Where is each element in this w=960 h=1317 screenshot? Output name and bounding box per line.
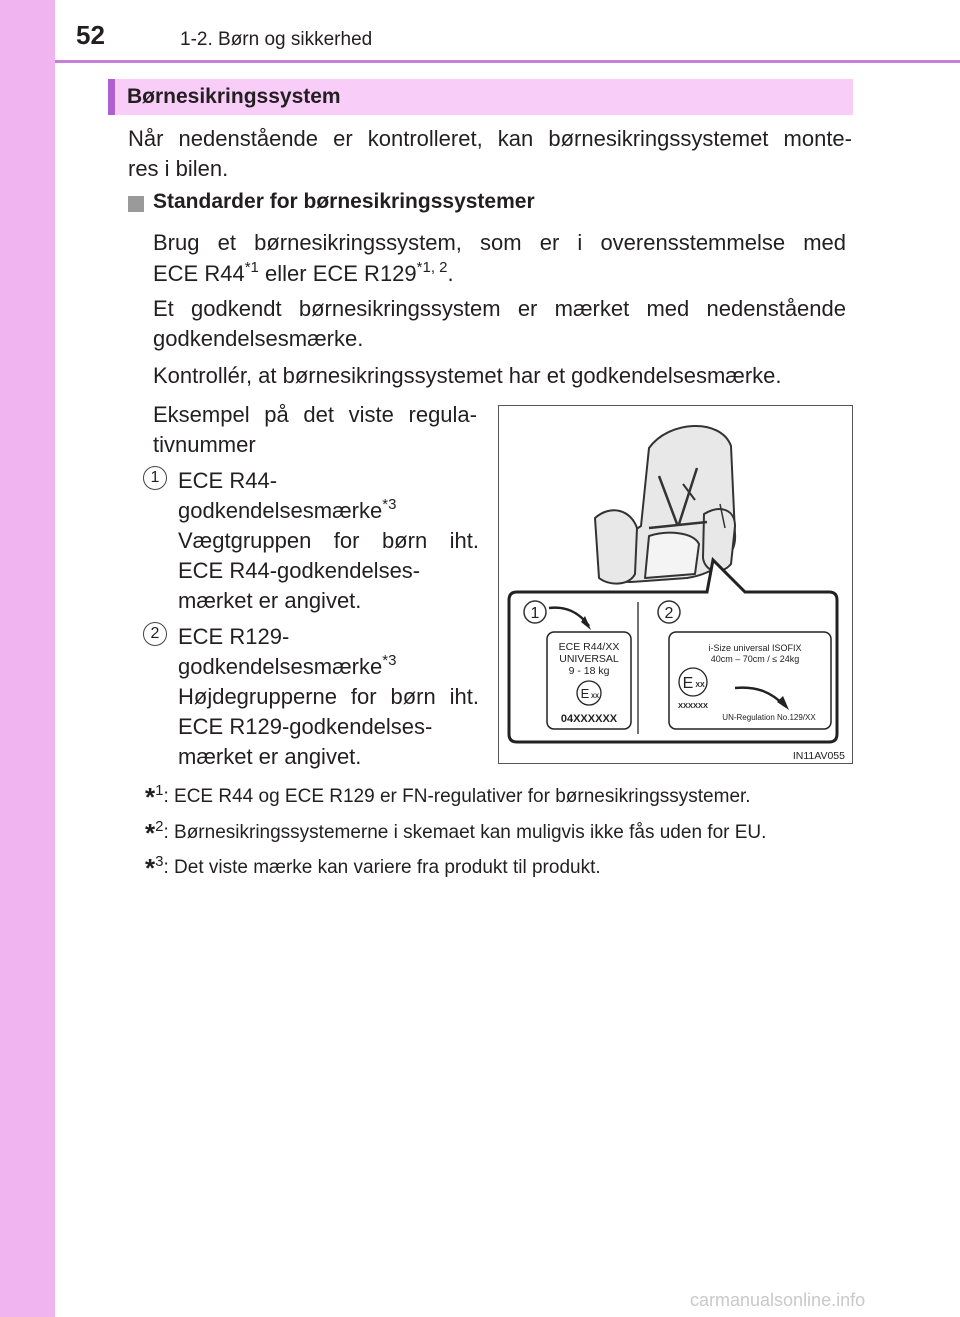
- r44-label-line-2: UNIVERSAL: [559, 653, 619, 665]
- r129-approval-number: XXXXXX: [677, 701, 709, 710]
- section-title: Børnesikringssystem: [127, 85, 341, 108]
- paragraph-1-line-2: ECE R44$^{*1}$ eller ECE R129$^{*1, 2}$.: [153, 259, 454, 286]
- r129-label-line-1: i-Size universal ISOFIX: [708, 643, 802, 653]
- item-2-line-4: ECE R129-godkendelses-: [178, 714, 433, 739]
- footnote-ref-3: *3: [382, 496, 397, 513]
- footnote-ref-1-2: *1, 2: [416, 259, 448, 276]
- example-line-1: Eksempel på det viste regula-: [153, 402, 477, 427]
- number-circle-1-icon: 1: [143, 466, 167, 490]
- page-number: 52: [76, 20, 105, 50]
- r129-emark: E: [682, 675, 694, 692]
- watermark: carmanualsonline.info: [690, 1290, 866, 1310]
- r44-label-line-3: 9 - 18 kg: [568, 665, 610, 677]
- item-1-line-4: ECE R44-godkendelses-: [178, 558, 421, 583]
- paragraph-3: Kontrollér, at børnesikringssystemet har et godkendelsesmærke.: [153, 363, 782, 388]
- paragraph-2-line-2: godkendelsesmærke.: [153, 326, 364, 351]
- r44-emark-country: XX: [590, 694, 600, 700]
- item-1-line-2: godkendelsesmærke$^{*3}$: [178, 496, 397, 523]
- figure-illustration: [499, 406, 854, 765]
- paragraph-2-line-1: Et godkendt børnesikringssystem er mærket med nedenstående: [153, 296, 846, 321]
- number-circle-2-icon: 2: [143, 622, 167, 646]
- r129-regulation: UN-Regulation No.129/XX: [722, 713, 816, 722]
- section-header: [108, 79, 853, 115]
- subsection-title: Standarder for børnesikringssystemer: [153, 190, 535, 213]
- label-1: 1: [530, 605, 540, 622]
- item-2-line-2: godkendelsesmærke$^{*3}$: [178, 652, 397, 679]
- item-2-line-3: Højdegrupperne for børn iht.: [178, 684, 479, 709]
- footnote-2: *$^2$: Børnesikringssystemerne i skemaet kan muligvis ikke fås uden for EU.: [145, 818, 767, 848]
- footnote-3: *$^3$: Det viste mærke kan variere fra produkt til produkt.: [145, 853, 601, 883]
- label-2: 2: [664, 605, 674, 622]
- approval-mark-figure: [498, 405, 853, 764]
- item-2-line-5: mærket er angivet.: [178, 744, 362, 769]
- figure-code: IN11AV055: [792, 750, 845, 762]
- item-1-line-3: Vægtgruppen for børn iht.: [178, 528, 479, 553]
- header-rule: [55, 60, 960, 63]
- item-1-line-5: mærket er angivet.: [178, 588, 362, 613]
- chapter-title: 1-2. Børn og sikkerhed: [180, 29, 373, 50]
- footnote-ref-1: *1: [244, 259, 259, 276]
- r44-emark: E: [580, 686, 590, 701]
- r129-emark-country: XX: [695, 682, 705, 689]
- footnote-1: *$^1$: ECE R44 og ECE R129 er FN-regulativer for børnesikringssystemer.: [145, 782, 751, 812]
- r44-label-line-1: ECE R44/XX: [558, 641, 620, 653]
- side-color-band: [0, 0, 55, 1317]
- item-2-line-1: ECE R129-: [178, 624, 290, 649]
- r44-approval-number: 04XXXXXX: [560, 713, 618, 725]
- intro-line-1: Når nedenstående er kontrolleret, kan børnesikringssystemet monte-: [128, 126, 852, 151]
- paragraph-1-line-1: Brug et børnesikringssystem, som er i overensstemmelse med: [153, 230, 846, 255]
- r129-label-line-2: 40cm – 70cm / ≤ 24kg: [710, 654, 800, 664]
- footnote-ref-3b: *3: [382, 652, 397, 669]
- square-bullet-icon: [128, 196, 144, 212]
- item-1-line-1: ECE R44-: [178, 468, 278, 493]
- example-line-2: tivnummer: [153, 432, 256, 457]
- intro-line-2: res i bilen.: [128, 156, 229, 181]
